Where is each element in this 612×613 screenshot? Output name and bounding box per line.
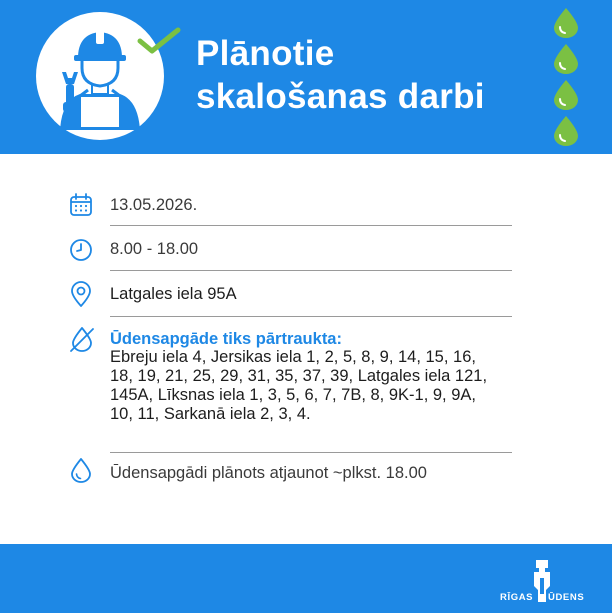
water-drop-icon	[552, 78, 580, 110]
streets-line: 145A, Līksnas iela 1, 3, 5, 6, 7, 7B, 8, 9K-1, 9, 9A,	[110, 386, 476, 404]
title-line-2: skalošanas darbi	[196, 77, 485, 116]
clock-icon	[68, 237, 94, 263]
calendar-icon	[68, 192, 94, 218]
time-text: 8.00 - 18.00	[110, 240, 199, 258]
header-banner	[0, 0, 612, 154]
divider	[110, 452, 512, 453]
streets-line: 10, 11, Sarkanā iela 2, 3, 4.	[110, 405, 311, 423]
restore-text: Ūdensapgādi plānots atjaunot ~plkst. 18.00	[110, 464, 427, 482]
brand-text-left: RĪGAS	[500, 592, 534, 603]
no-water-icon	[68, 325, 96, 353]
divider	[110, 316, 512, 317]
check-icon	[136, 26, 182, 56]
streets-line: Ebreju iela 4, Jersikas iela 1, 2, 5, 8, 9, 14, 15, 16,	[110, 348, 476, 366]
page-title	[196, 32, 485, 118]
date-row	[66, 192, 512, 220]
water-drop-icon	[552, 114, 580, 146]
title-line-1: Plānotie	[196, 34, 335, 73]
streets-line: 18, 19, 21, 25, 29, 31, 35, 37, 39, Latgales iela 121,	[110, 367, 488, 385]
location-pin-icon	[68, 280, 94, 308]
brand-text-right: ŪDENS	[548, 592, 585, 603]
time-row	[66, 236, 512, 264]
date-text: 13.05.2026.	[110, 196, 198, 214]
address-text: Latgales iela 95A	[110, 285, 237, 303]
water-drops-column	[552, 6, 580, 146]
water-drop-icon	[552, 6, 580, 38]
divider	[110, 225, 512, 226]
divider	[110, 270, 512, 271]
water-drop-icon	[552, 42, 580, 74]
rigas-udens-logo	[500, 556, 596, 606]
interruption-title: Ūdensapgāde tiks pārtraukta:	[110, 330, 342, 348]
affected-streets	[110, 348, 510, 424]
restore-row	[66, 456, 512, 486]
water-drop-outline-icon	[68, 456, 94, 484]
address-row	[66, 280, 512, 310]
